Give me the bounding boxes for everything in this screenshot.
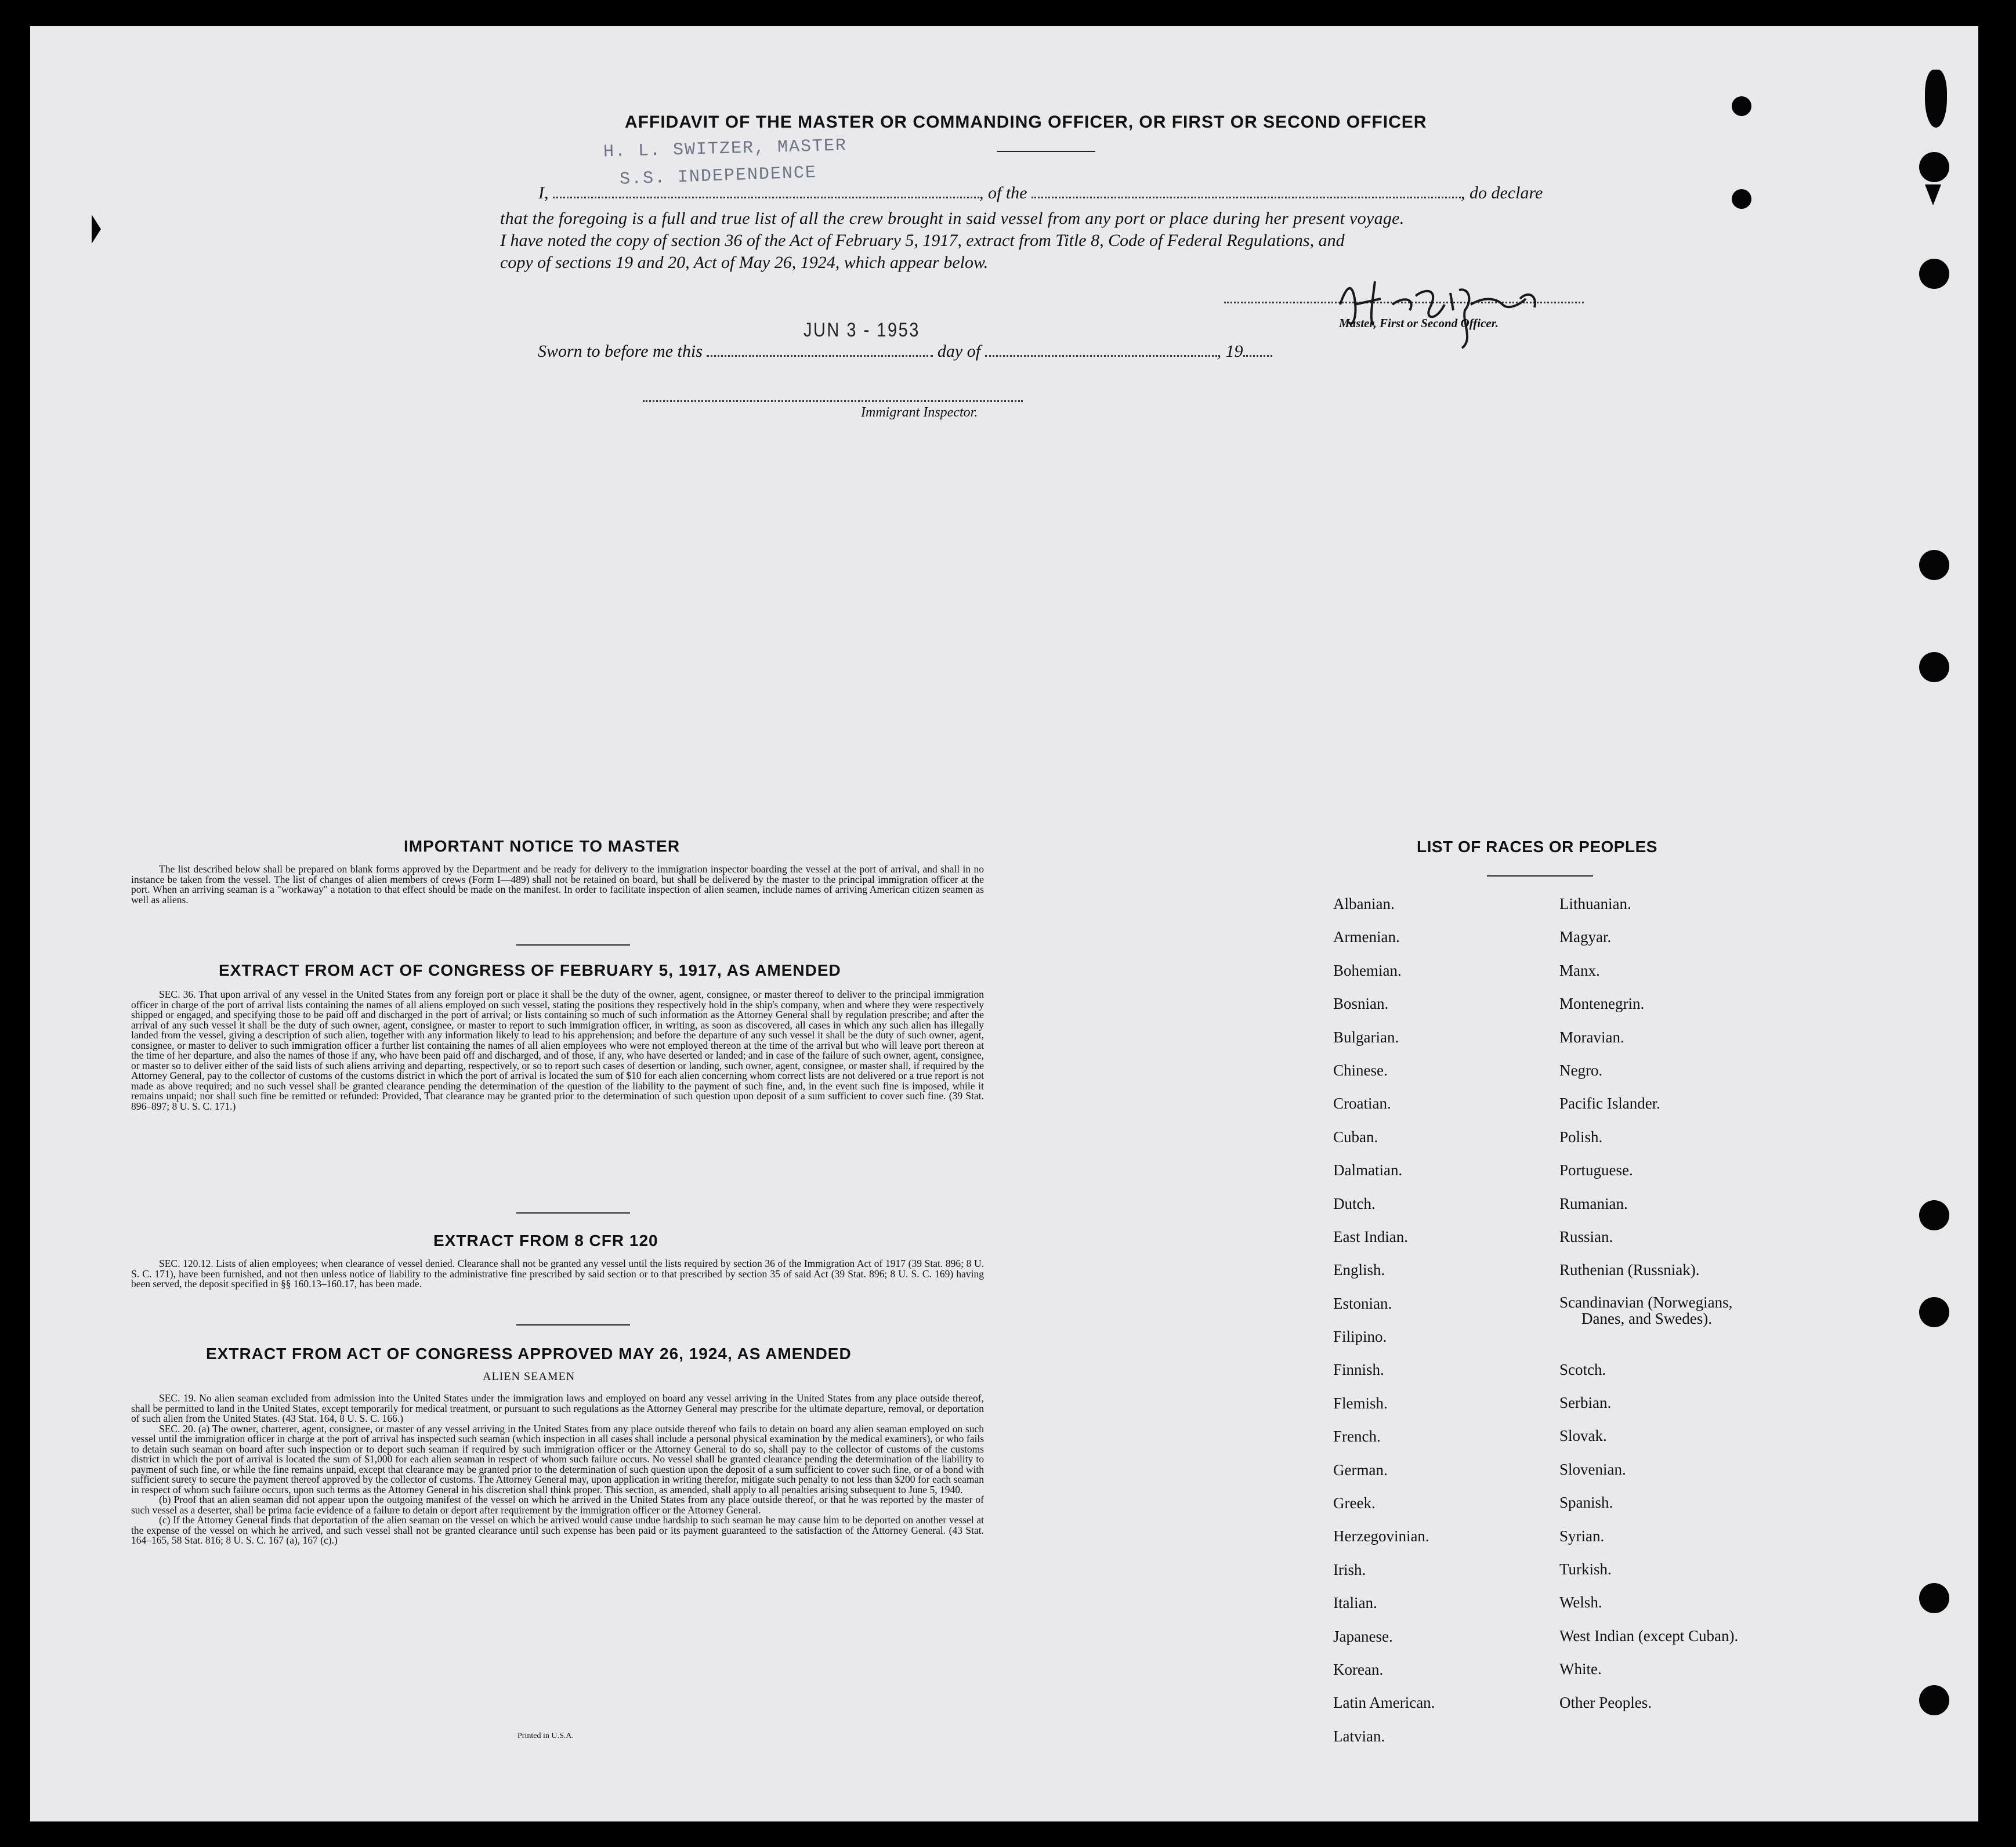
race-item: Cuban. [1333, 1128, 1378, 1146]
notice-text [131, 864, 984, 905]
punch-hole-mark [1732, 189, 1751, 209]
vessel-name-stamp: S.S. INDEPENDENCE [619, 163, 817, 190]
sworn-day-field[interactable] [707, 341, 933, 357]
race-item: Irish. [1333, 1560, 1366, 1578]
binder-hole [1919, 259, 1949, 289]
race-item: French. [1333, 1428, 1381, 1446]
sworn-month-field[interactable] [985, 341, 1217, 357]
corner-tear-mark [1925, 70, 1947, 128]
race-item: Bulgarian. [1333, 1028, 1399, 1046]
race-item: Pacific Islander. [1559, 1095, 1660, 1113]
race-item: Japanese. [1333, 1627, 1393, 1645]
race-item: Manx. [1559, 961, 1600, 979]
notice-title: IMPORTANT NOTICE TO MASTER [404, 837, 681, 855]
race-item: Armenian. [1333, 928, 1400, 946]
race-item: Dalmatian. [1333, 1161, 1403, 1179]
race-item: Herzegovinian. [1333, 1527, 1429, 1545]
sec20a-paragraph: SEC. 20. (a) The owner, charterer, agent, consignee, or master of any vessel arriving in the United States from any place outside thereof who fails to detain on board any alien seaman employed on such vessel until the immigration officer in charge at the port of arrival has inspected such seaman (which inspection in all cases shall include a personal physical examination by the medical examiners), or who fails to detain such seaman on board after such inspection or to deport such seaman if required by such immigration officer or the Attorney General to do so, shall pay to the collector of customs of the customs district in which the port of arrival is located the sum of $1,000 for each alien seaman in respect of whom such failure occurs. No vessel shall be granted clearance pending the determination of the liability to payment of such fine, or while the fine remains unpaid, except that clearance may be granted prior to the determination of such question upon the deposit of a sum sufficient to cover such fine, or of a bond with sufficient surety to secure the payment thereof approved by the collector of customs. The Attorney General may, upon application in writing therefor, mitigate such penalty to not less than $200 for each seaman in respect of whom such failure occurs, upon such terms as the Attorney General in his discretion shall think proper. This section, as amended, shall apply to all penalties arising subsequent to June 5, 1940. [131, 1422, 984, 1495]
race-item: Moravian. [1559, 1028, 1624, 1046]
extract1917-title: EXTRACT FROM ACT OF CONGRESS OF FEBRUARY 5, 1917, AS AMENDED [219, 961, 841, 979]
vessel-field[interactable] [1031, 183, 1461, 198]
notice-paragraph: The list described below shall be prepared on blank forms approved by the Department and be ready for delivery to the immigration inspector boarding the vessel at the port of arrival, and shall in no instance be taken from the vessel. The list of changes of alien members of crews (Form I—489) shall not be retained on board, but shall be delivered by the master to the principal immigration officer at the port. When an arriving seaman is a "workaway" a notation to that effect should be made on the manifest. In order to facilitate inspection of alien seamen, include names of arriving American citizen seamen as well as aliens. [131, 863, 984, 906]
race-item: Ruthenian (Russniak). [1559, 1261, 1700, 1279]
race-item: Syrian. [1559, 1527, 1605, 1545]
race-item: Scotch. [1559, 1360, 1606, 1378]
extract-cfr-title: EXTRACT FROM 8 CFR 120 [433, 1232, 658, 1250]
punch-hole-mark [1732, 96, 1751, 116]
sec120-paragraph: SEC. 120.12. Lists of alien employees; when clearance of vessel denied. Clearance shall not be granted any vessel until the lists required by section 36 of the Immigration Act of 1917 (39 Stat. 896; 8 U. S. C. 171), have been furnished, and not then unless notice of liability to the administrative fine prescribed by said section or to that prescribed by section 35 of said Act (39 Stat. 896; 8 U. S. C. 169) having been served, the deposit specified in §§ 160.13–160.17, has been made. [131, 1258, 984, 1290]
races-right-column [1559, 888, 1738, 1719]
sworn-label: Sworn to before me this [538, 342, 703, 361]
binder-hole [1919, 1583, 1949, 1613]
divider [516, 944, 630, 946]
race-item: Latin American. [1333, 1694, 1435, 1712]
binder-hole [1919, 1297, 1949, 1327]
race-item-continued: Danes, and Swedes). [1581, 1309, 1712, 1327]
sec36-paragraph: SEC. 36. That upon arrival of any vessel in the United States from any foreign port or place it shall be the duty of the owner, agent, consignee, or master thereof to deliver to the principal immigration officer in charge of the port of arrival lists containing the names of all aliens employed on such vessel, stating the positions they respectively hold in the ship's company, when and where they were respectively shipped or engaged, and specifying those to be paid off and discharged in the port of arrival; or lists containing so much of such information as the Attorney General shall by regulation prescribe; and after the arrival of any such vessel it shall be the duty of such owner, agent, consignee, or master to report to such immigration officer, in writing, as soon as discovered, all cases in which any such alien has illegally landed from the vessel, giving a description of such alien, together with any information likely to lead to his apprehension; and before the departure of any such vessel it shall be the duty of such owner, agent, consignee, or master to deliver to such immigration officer a further list containing the names of all alien employees who were not employed thereon at the time of the arrival but who will leave port thereon at the time of her departure, and also the names of those if any, who have been paid off and discharged, and of those, if any, who have deserted or landed; and in case of the failure of such owner, agent, consignee, or master so to deliver either of the said lists of such aliens arriving and departing, respectively, or so to report such cases of desertion or landing, such owner, agent, consignee, or master shall, if required by the Attorney General, pay to the collector of customs of the customs district in which the port of arrival is located the sum of $10 for each alien concerning whom correct lists are not delivered or a true report is not made as above required; and no such vessel shall be granted clearance pending the determination of the question of the liability to the payment of such fine, and, in the event such fine is imposed, while it remains unpaid; nor shall such fine be remitted or refunded: Provided, That clearance may be granted prior to the determination of such question upon deposit of a sum sufficient to cover such fine. (39 Stat. 896–897; 8 U. S. C. 171.) [131, 988, 984, 1112]
race-item: Italian. [1333, 1594, 1377, 1612]
master-name-stamp: H. L. SWITZER, MASTER [603, 136, 848, 162]
race-item: Chinese. [1333, 1061, 1388, 1079]
race-item: Greek. [1333, 1494, 1376, 1512]
race-item: Estonian. [1333, 1294, 1392, 1312]
sworn-line [538, 341, 1272, 361]
race-item: Slovak. [1559, 1427, 1607, 1445]
sec19-paragraph: SEC. 19. No alien seaman excluded from admission into the United States under the immigration laws and employed on board any vessel arriving in the United States from any place outside thereof, shall be permitted to land in the United States, except temporarily for medical treatment, or pursuant to such regulations as the Attorney General may prescribe for the ultimate departure, removal, or deportation of such alien from the United States. (43 Stat. 164, 8 U. S. C. 166.) [131, 1392, 984, 1424]
race-item: East Indian. [1333, 1227, 1408, 1245]
race-item: Albanian. [1333, 895, 1395, 912]
sec20b-paragraph: (b) Proof that an alien seaman did not appear upon the outgoing manifest of the vessel on which he arrived in the United States from any place outside thereof, or that he was reported by the master of such vessel as a deserter, shall be prima facie evidence of a failure to detain or deport after requirement by the immigration officer or the Attorney General. [131, 1494, 984, 1516]
race-item: Bohemian. [1333, 961, 1402, 979]
date-stamp: JUN 3 - 1953 [803, 319, 920, 341]
affidavit-title: AFFIDAVIT OF THE MASTER OR COMMANDING OFFICER, OR FIRST OR SECOND OFFICER [625, 113, 1427, 132]
races-title: LIST OF RACES OR PEOPLES [1417, 838, 1657, 856]
affidavit-body-line1: that the foregoing is a full and true list of all the crew brought in said vessel from any port or place during her present voyage. [500, 209, 1405, 228]
race-item: Croatian. [1333, 1095, 1391, 1113]
divider [516, 1324, 630, 1326]
race-item: Slovenian. [1559, 1460, 1626, 1478]
binder-hole [1919, 652, 1949, 682]
affidavit-body-line3: copy of sections 19 and 20, Act of May 26, 1924, which appear below. [500, 253, 989, 272]
race-item: Rumanian. [1559, 1194, 1628, 1212]
race-item: Montenegrin. [1559, 995, 1645, 1013]
extract1917-text [131, 990, 984, 1111]
race-item: White. [1559, 1660, 1602, 1678]
divider [516, 1212, 630, 1214]
race-item: Dutch. [1333, 1194, 1376, 1212]
binder-hole [1919, 1200, 1949, 1230]
divider [997, 151, 1095, 152]
race-item: Welsh. [1559, 1594, 1602, 1611]
race-item: Bosnian. [1333, 995, 1389, 1013]
race-item: Korean. [1333, 1660, 1384, 1678]
race-item: English. [1333, 1261, 1385, 1279]
binder-hole [1919, 1685, 1949, 1715]
extract1924-text [131, 1393, 984, 1546]
race-item: Finnish. [1333, 1361, 1384, 1379]
declaration-line [538, 183, 1543, 203]
race-item: Serbian. [1559, 1394, 1612, 1412]
extract1924-title: EXTRACT FROM ACT OF CONGRESS APPROVED MAY 26, 1924, AS AMENDED [206, 1345, 852, 1363]
races-left-column [1333, 888, 1435, 1753]
i-label: I, [538, 183, 549, 202]
name-field[interactable] [553, 183, 979, 198]
race-item: Lithuanian. [1559, 895, 1631, 912]
race-item: Polish. [1559, 1128, 1603, 1146]
of-the-label: , of the [979, 183, 1027, 202]
affidavit-body-line2: I have noted the copy of section 36 of the Act of February 5, 1917, extract from Title 8, Code of Federal Regulations, and [500, 231, 1345, 250]
race-item: Negro. [1559, 1061, 1603, 1079]
alien-seamen-subtitle: ALIEN SEAMEN [483, 1370, 576, 1383]
master-signature [1329, 264, 1572, 351]
binder-hole [1919, 152, 1949, 182]
do-declare-label: , do declare [1461, 183, 1543, 202]
inspector-signature-line [643, 400, 1023, 402]
signature-caption: Master, First or Second Officer. [1339, 316, 1499, 330]
day-of-label: day of [937, 342, 981, 361]
race-item: German. [1333, 1461, 1388, 1479]
race-item: Flemish. [1333, 1394, 1388, 1412]
sec20c-paragraph: (c) If the Attorney General finds that deportation of the alien seaman on the vessel on which he arrived would cause undue hardship to such seaman he may cause him to be deported on another vessel at the expense of the vessel on which he arrived, and such vessel shall not be granted clearance until such expense has been paid or its payment guaranteed to the satisfaction of the Attorney General. (43 Stat. 164–165, 58 Stat. 816; 8 U. S. C. 167 (a), 167 (c).) [131, 1514, 984, 1546]
divider [1487, 875, 1593, 877]
extract-cfr-text [131, 1259, 984, 1290]
race-item: Other Peoples. [1559, 1693, 1652, 1711]
race-item: Russian. [1559, 1227, 1613, 1245]
race-item: West Indian (except Cuban). [1559, 1627, 1739, 1645]
sworn-year-field[interactable] [1243, 341, 1272, 357]
printed-in-usa: Printed in U.S.A. [517, 1732, 574, 1740]
race-item: Magyar. [1559, 928, 1612, 946]
year-prefix: , 19 [1217, 342, 1243, 361]
inspector-caption: Immigrant Inspector. [861, 405, 978, 420]
race-item: Turkish. [1559, 1560, 1612, 1578]
race-item: Scandinavian (Norwegians, [1559, 1293, 1733, 1311]
race-item: Portuguese. [1559, 1161, 1633, 1179]
race-item: Filipino. [1333, 1328, 1387, 1346]
race-item: Latvian. [1333, 1727, 1385, 1745]
binder-hole [1919, 550, 1949, 580]
race-item: Spanish. [1559, 1494, 1613, 1512]
